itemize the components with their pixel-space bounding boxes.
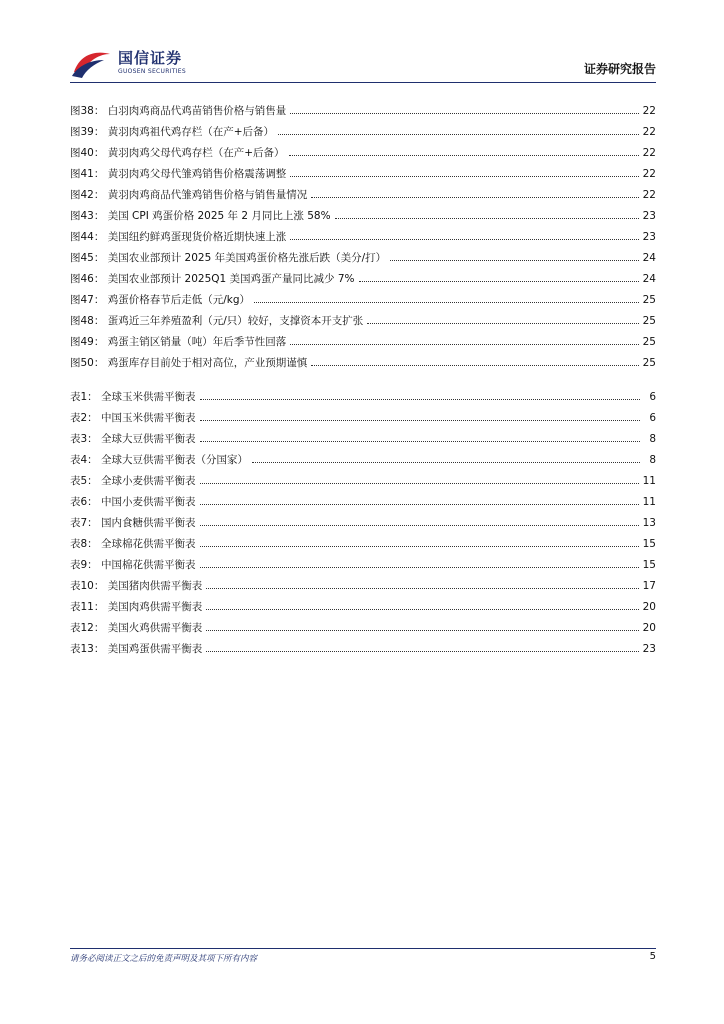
figure-entry[interactable] bbox=[70, 163, 656, 184]
footer-disclaimer[interactable]: 请务必阅读正文之后的免责声明及其项下所有内容 bbox=[70, 954, 258, 964]
figure-entry[interactable] bbox=[70, 247, 656, 268]
figure-entry[interactable] bbox=[70, 352, 656, 373]
report-type: 证券研究报告 bbox=[583, 62, 656, 76]
dot-leader bbox=[335, 218, 639, 219]
table-entry[interactable] bbox=[70, 470, 656, 491]
figure-entry-page: 22 bbox=[642, 104, 656, 117]
table-entry[interactable] bbox=[70, 596, 656, 617]
dot-leader bbox=[290, 239, 638, 240]
dot-leader bbox=[290, 113, 638, 114]
figure-entry[interactable] bbox=[70, 310, 656, 331]
dot-leader bbox=[200, 420, 640, 421]
figure-entry-page: 23 bbox=[642, 209, 656, 222]
table-entry-page: 20 bbox=[642, 621, 656, 634]
table-entry-label: 表2： 中国玉米供需平衡表 bbox=[70, 412, 196, 424]
figure-entry[interactable] bbox=[70, 331, 656, 352]
dot-leader bbox=[200, 504, 639, 505]
table-entry-label: 表8： 全球棉花供需平衡表 bbox=[70, 538, 196, 550]
figure-entry-label: 图41： 黄羽肉鸡父母代雏鸡销售价格震荡调整 bbox=[70, 168, 287, 180]
figure-entry-page: 22 bbox=[642, 167, 656, 180]
dot-leader bbox=[278, 134, 639, 135]
table-entry-label: 表3： 全球大豆供需平衡表 bbox=[70, 433, 196, 445]
table-entry-label: 表6： 中国小麦供需平衡表 bbox=[70, 496, 196, 508]
figure-entry-label: 图47： 鸡蛋价格春节后走低（元/kg） bbox=[70, 294, 250, 306]
table-entry-page: 6 bbox=[649, 411, 656, 424]
figure-entry[interactable] bbox=[70, 205, 656, 226]
dot-leader bbox=[206, 588, 638, 589]
table-entry-page: 17 bbox=[642, 579, 656, 592]
dot-leader bbox=[200, 546, 639, 547]
table-entry[interactable] bbox=[70, 533, 656, 554]
table-entry-page: 8 bbox=[649, 432, 656, 445]
table-entry[interactable] bbox=[70, 428, 656, 449]
table-entry-page: 8 bbox=[649, 453, 656, 466]
dot-leader bbox=[289, 155, 639, 156]
dot-leader bbox=[200, 567, 639, 568]
figure-entry-page: 22 bbox=[642, 125, 656, 138]
figure-entry[interactable] bbox=[70, 268, 656, 289]
table-entry-label: 表4： 全球大豆供需平衡表（分国家） bbox=[70, 454, 249, 466]
figure-entry-label: 图50： 鸡蛋库存目前处于相对高位，产业预期谨慎 bbox=[70, 357, 308, 369]
figure-entry-label: 图39： 黄羽肉鸡祖代鸡存栏（在产+后备） bbox=[70, 126, 274, 138]
figure-entry-page: 25 bbox=[642, 293, 656, 306]
figure-entry-label: 图46： 美国农业部预计 2025Q1 美国鸡蛋产量同比减少 7% bbox=[70, 273, 355, 285]
header-divider bbox=[70, 82, 656, 83]
figure-entry-label: 图44： 美国纽约鲜鸡蛋现货价格近期快速上涨 bbox=[70, 231, 287, 243]
dot-leader bbox=[200, 525, 639, 526]
figure-entry[interactable] bbox=[70, 121, 656, 142]
figure-entry-label: 图38： 白羽肉鸡商品代鸡苗销售价格与销售量 bbox=[70, 105, 287, 117]
table-entry[interactable] bbox=[70, 491, 656, 512]
dot-leader bbox=[200, 483, 639, 484]
guosen-logo-icon bbox=[70, 48, 114, 78]
table-entry[interactable] bbox=[70, 617, 656, 638]
dot-leader bbox=[367, 323, 638, 324]
figure-entry-label: 图49： 鸡蛋主销区销量（吨）年后季节性回落 bbox=[70, 336, 287, 348]
figure-entry[interactable] bbox=[70, 142, 656, 163]
brand-name-en: GUOSEN SECURITIES bbox=[118, 68, 187, 75]
page-header bbox=[70, 48, 656, 84]
brand-name-cn: 国信证券 bbox=[118, 49, 183, 67]
figure-entry-label: 图40： 黄羽肉鸡父母代鸡存栏（在产+后备） bbox=[70, 147, 285, 159]
figure-entry-label: 图48： 蛋鸡近三年养殖盈利（元/只）较好，支撑资本开支扩张 bbox=[70, 315, 364, 327]
dot-leader bbox=[311, 365, 638, 366]
table-entry-page: 13 bbox=[642, 516, 656, 529]
dot-leader bbox=[200, 441, 640, 442]
figure-entry-label: 图45： 美国农业部预计 2025 年美国鸡蛋价格先涨后跌（美分/打） bbox=[70, 252, 387, 264]
table-entry[interactable] bbox=[70, 386, 656, 407]
dot-leader bbox=[311, 197, 638, 198]
table-entry-label: 表5： 全球小麦供需平衡表 bbox=[70, 475, 196, 487]
figure-entry[interactable] bbox=[70, 226, 656, 247]
table-entry[interactable] bbox=[70, 407, 656, 428]
table-list bbox=[70, 386, 656, 659]
figure-entry-page: 25 bbox=[642, 314, 656, 327]
dot-leader bbox=[206, 630, 638, 631]
table-entry[interactable] bbox=[70, 449, 656, 470]
table-entry-page: 11 bbox=[642, 474, 656, 487]
dot-leader bbox=[206, 609, 638, 610]
table-entry-label: 表12： 美国火鸡供需平衡表 bbox=[70, 622, 203, 634]
figure-list bbox=[70, 100, 656, 373]
figure-entry-page: 22 bbox=[642, 188, 656, 201]
figure-entry-page: 25 bbox=[642, 356, 656, 369]
figure-entry[interactable] bbox=[70, 184, 656, 205]
table-entry-page: 23 bbox=[642, 642, 656, 655]
table-entry[interactable] bbox=[70, 575, 656, 596]
dot-leader bbox=[390, 260, 638, 261]
figure-entry-label: 图43： 美国 CPI 鸡蛋价格 2025 年 2 月同比上涨 58% bbox=[70, 210, 331, 222]
dot-leader bbox=[359, 281, 639, 282]
table-entry-page: 15 bbox=[642, 558, 656, 571]
table-entry[interactable] bbox=[70, 638, 656, 659]
table-entry-page: 15 bbox=[642, 537, 656, 550]
table-entry-label: 表10： 美国猪肉供需平衡表 bbox=[70, 580, 203, 592]
table-entry-label: 表7： 国内食糖供需平衡表 bbox=[70, 517, 196, 529]
dot-leader bbox=[254, 302, 639, 303]
table-entry-page: 20 bbox=[642, 600, 656, 613]
figure-entry-page: 24 bbox=[642, 272, 656, 285]
page-number: 5 bbox=[649, 951, 656, 962]
figure-entry[interactable] bbox=[70, 100, 656, 121]
table-entry[interactable] bbox=[70, 554, 656, 575]
table-entry-page: 6 bbox=[649, 390, 656, 403]
figure-entry-page: 23 bbox=[642, 230, 656, 243]
figure-entry-page: 22 bbox=[642, 146, 656, 159]
dot-leader bbox=[252, 462, 640, 463]
dot-leader bbox=[200, 399, 640, 400]
figure-entry[interactable] bbox=[70, 289, 656, 310]
dot-leader bbox=[290, 176, 638, 177]
dot-leader bbox=[290, 344, 638, 345]
table-entry[interactable] bbox=[70, 512, 656, 533]
figure-entry-page: 25 bbox=[642, 335, 656, 348]
figure-entry-page: 24 bbox=[642, 251, 656, 264]
table-entry-page: 11 bbox=[642, 495, 656, 508]
table-entry-label: 表11： 美国肉鸡供需平衡表 bbox=[70, 601, 203, 613]
table-entry-label: 表9： 中国棉花供需平衡表 bbox=[70, 559, 196, 571]
figure-entry-label: 图42： 黄羽肉鸡商品代雏鸡销售价格与销售量情况 bbox=[70, 189, 308, 201]
table-entry-label: 表13： 美国鸡蛋供需平衡表 bbox=[70, 643, 203, 655]
guosen-logo bbox=[70, 48, 186, 78]
footer-divider bbox=[70, 948, 656, 949]
table-entry-label: 表1： 全球玉米供需平衡表 bbox=[70, 391, 196, 403]
dot-leader bbox=[206, 651, 638, 652]
